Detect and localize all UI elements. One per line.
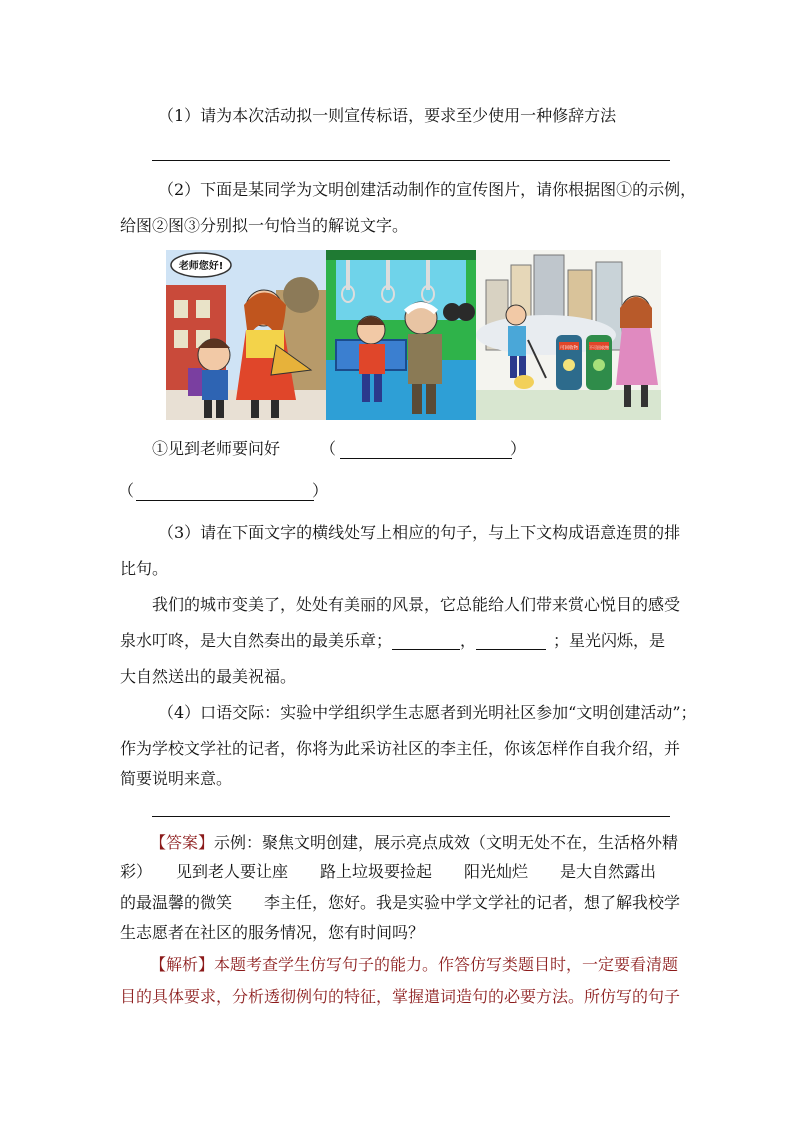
q3-line4-sep: ， xyxy=(460,631,477,650)
analysis-line1 xyxy=(150,957,678,973)
bin-label-nonrecyclable: 不可回收物 xyxy=(589,345,609,350)
speech-bubble-text: 老师您好! xyxy=(178,261,224,272)
answer-line2: 彩） 见到老人要让座 路上垃圾要捡起 阳光灿烂 是大自然露出 xyxy=(120,862,657,881)
answer-line1 xyxy=(150,835,678,851)
q2-blank-3-close: ） xyxy=(312,481,329,500)
q3-blank-1[interactable] xyxy=(392,649,460,650)
q3-blank-2[interactable] xyxy=(476,649,546,650)
q1-answer-line[interactable] xyxy=(152,160,670,161)
analysis-line2: 目的具体要求，分析透彻例句的特征，掌握遣词造句的必要方法。所仿写的句子 xyxy=(120,987,681,1006)
picture-1-teacher-greeting xyxy=(166,250,326,420)
q3-line4-a: 泉水叮咚，是大自然奏出的最美乐章； xyxy=(120,631,393,650)
answer-tag: 【答案】 xyxy=(150,833,215,852)
answer-line4: 生志愿者在社区的服务情况，您有时间吗？ xyxy=(120,923,425,942)
analysis-tag: 【解析】 xyxy=(150,955,215,974)
q2-blank-2-close: ） xyxy=(510,439,527,458)
q4-line3: 简要说明来意。 xyxy=(120,769,233,788)
q2-blank-3-open: （ xyxy=(118,481,135,500)
q2-blank-3-line[interactable] xyxy=(136,500,314,501)
q2-blank-2-line[interactable] xyxy=(340,458,512,459)
q2-example-caption: ①见到老师要问好 xyxy=(152,439,281,458)
q1-text: （1）请为本次活动拟一则宣传标语，要求至少使用一种修辞方法 xyxy=(158,106,617,125)
q2-line1: （2）下面是某同学为文明创建活动制作的宣传图片，请你根据图①的示例， xyxy=(158,180,697,199)
picture-3-litter-pickup xyxy=(476,250,661,420)
q3-line1: （3）请在下面文字的横线处写上相应的句子，与上下文构成语意连贯的排 xyxy=(158,523,681,542)
q3-line3: 我们的城市变美了，处处有美丽的风景，它总能给人们带来赏心悦目的感受 xyxy=(152,595,681,614)
q3-line2: 比句。 xyxy=(120,559,169,578)
picture-2-bus-seat xyxy=(326,250,476,420)
q2-blank-2-open: （ xyxy=(320,439,337,458)
analysis-text-1: 本题考查学生仿写句子的能力。作答仿写类题目时，一定要看清题 xyxy=(214,955,679,974)
q4-line1: （4）口语交际：实验中学组织学生志愿者到光明社区参加“文明创建活动”； xyxy=(158,703,697,722)
q3-line4-b: ；星光闪烁，是 xyxy=(553,631,666,650)
q3-line5: 大自然送出的最美祝福。 xyxy=(120,667,297,686)
q4-answer-line[interactable] xyxy=(152,816,670,817)
answer-line3: 的最温馨的微笑 李主任，您好。我是实验中学文学社的记者，想了解我校学 xyxy=(120,893,681,912)
q2-line2: 给图②图③分别拟一句恰当的解说文字。 xyxy=(120,216,409,235)
bin-label-recyclable: 可回收物 xyxy=(560,346,578,351)
answer-text-1: 示例：聚焦文明创建，展示亮点成效（文明无处不在，生活格外精 xyxy=(214,833,679,852)
q4-line2: 作为学校文学社的记者，你将为此采访社区的李主任，你该怎样作自我介绍，并 xyxy=(120,739,681,758)
